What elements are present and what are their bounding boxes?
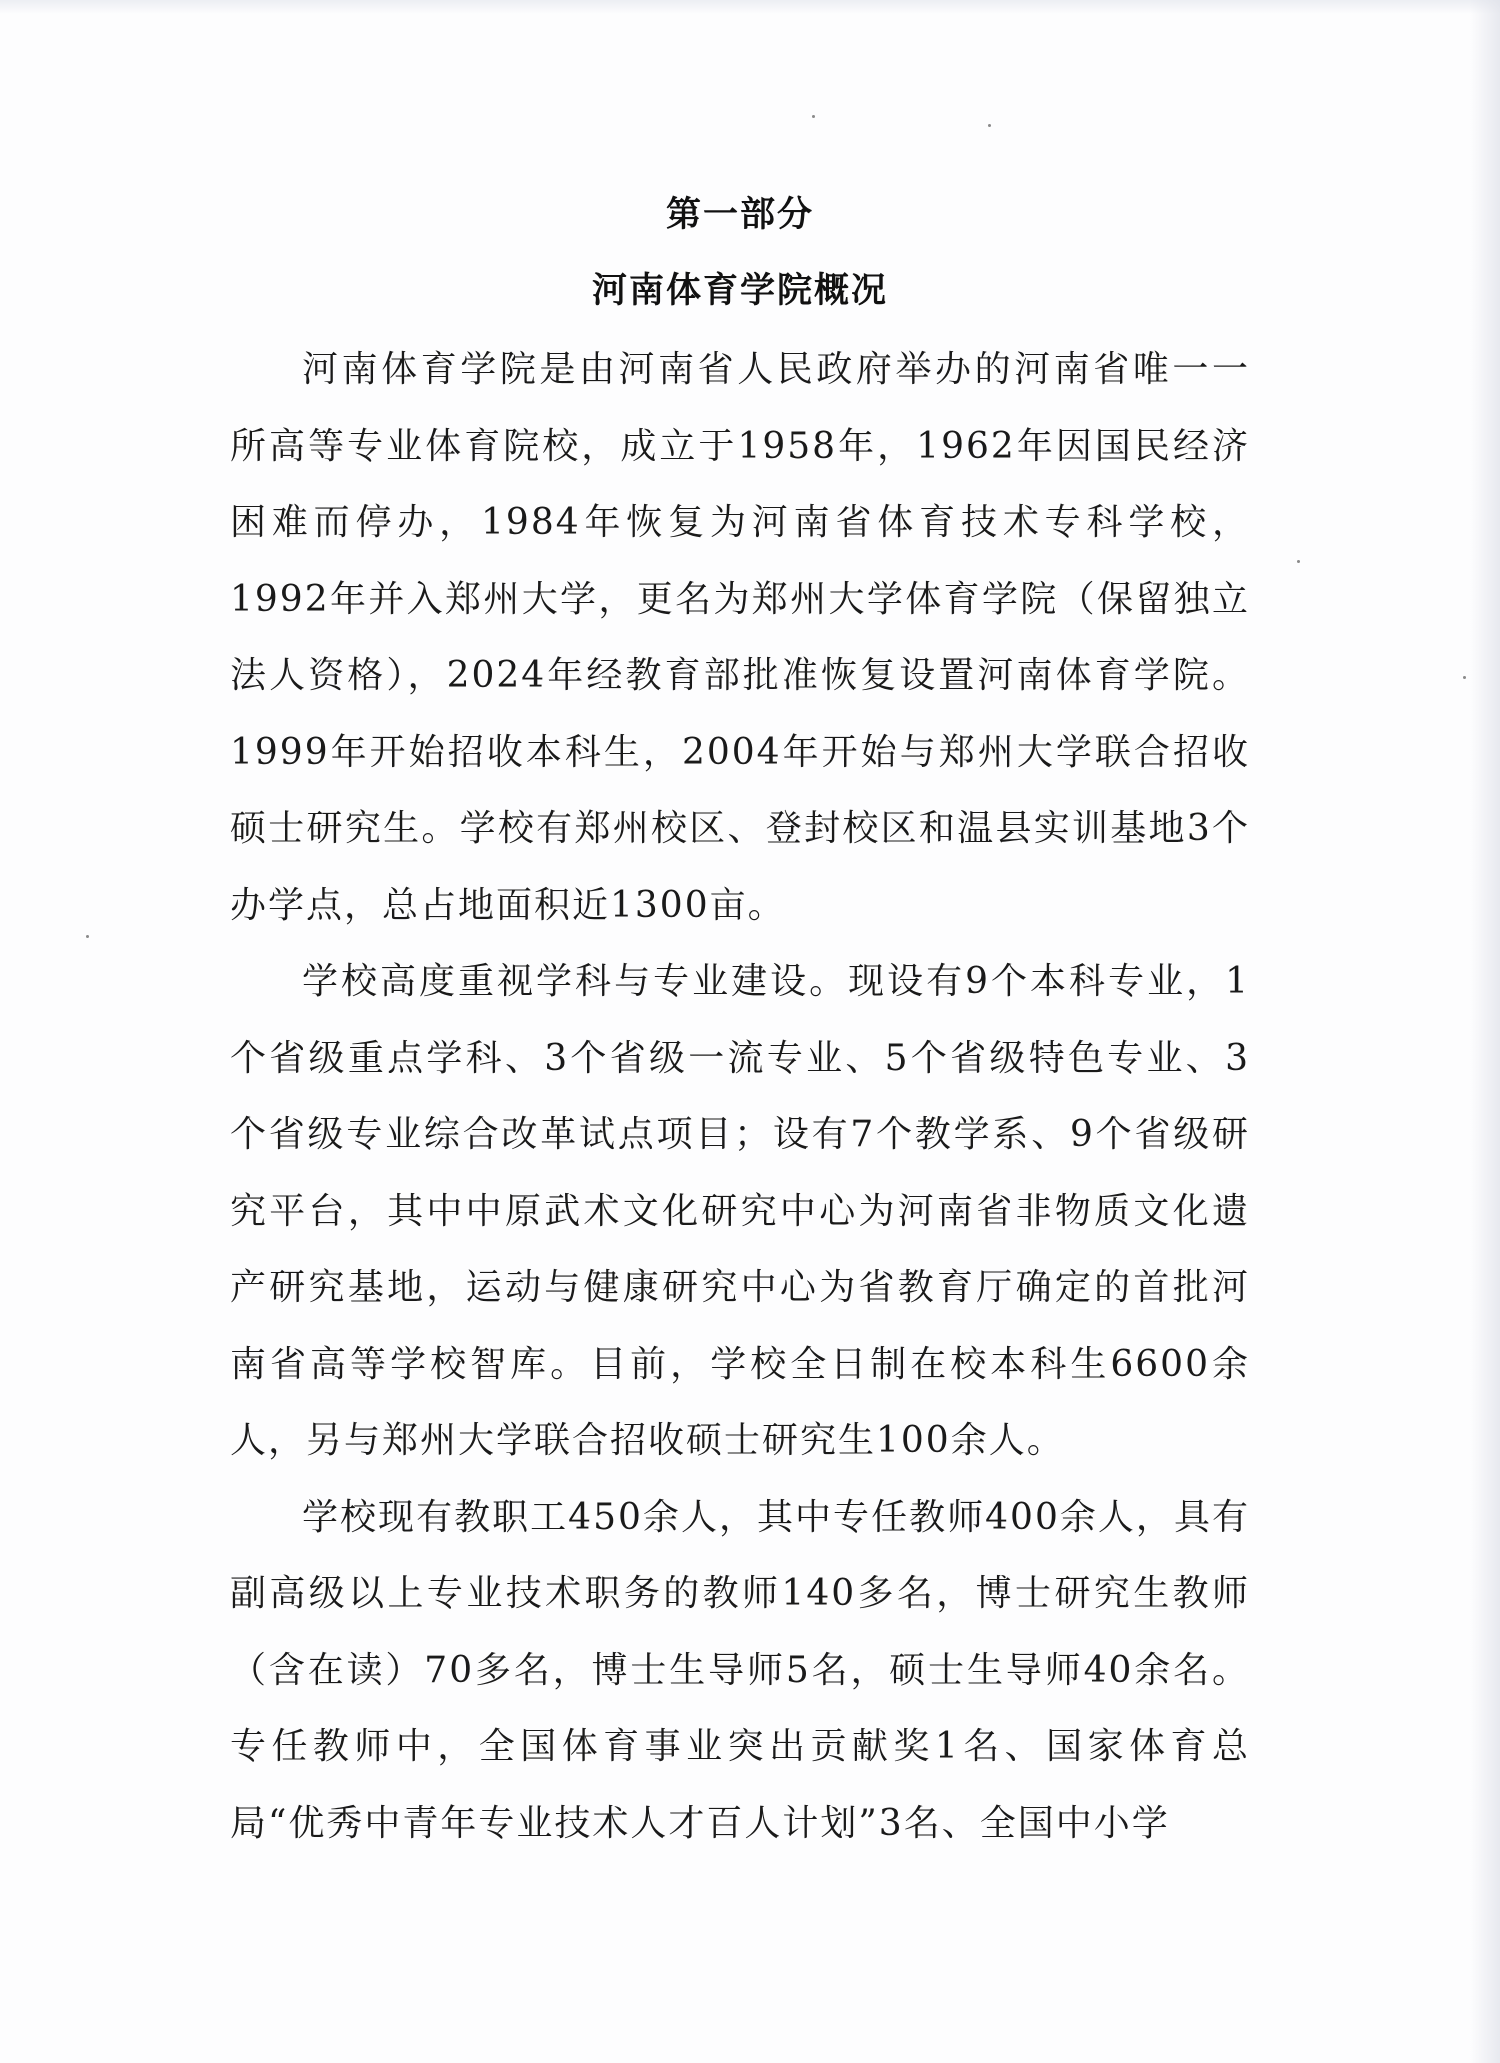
scan-speck xyxy=(1463,676,1466,679)
document-title: 河南体育学院概况 xyxy=(591,271,888,311)
paragraph-overview: 河南体育学院是由河南省人民政府举办的河南省唯一一所高等专业体育院校，成立于1958年，1962年因国民经济困难而停办，1984年恢复为河南省体育技术专科学校，1992年并入郑州大学，更名为郑州大学体育学院（保留独立法人资格），2024年经教育部批准恢复设置河南体育学院。1999年开始招收本科生，2004年开始与郑州大学联合招收硕士研究生。学校有郑州校区、登封校区和温县实训基地3个办学点，总占地面积近1300亩。 xyxy=(230,349,1250,926)
scan-speck xyxy=(988,124,991,127)
part-title: 第一部分 xyxy=(665,195,814,235)
paragraph-disciplines: 学校高度重视学科与专业建设。现设有9个本科专业，1个省级重点学科、3个省级一流专业、5个省级特色专业、3个省级专业综合改革试点项目；设有7个教学系、9个省级研究平台，其中中原武术文化研究中心为河南省非物质文化遗产研究基地，运动与健康研究中心为省教育厅确定的首批河南省高等学校智库。目前，学校全日制在校本科生6600余人，另与郑州大学联合招收硕士研究生100余人。 xyxy=(230,961,1250,1461)
scan-speck xyxy=(1297,560,1300,563)
scan-shadow-right xyxy=(1470,0,1500,2063)
scan-speck xyxy=(86,935,89,938)
scan-speck xyxy=(812,115,815,118)
scan-shadow-top xyxy=(0,0,1500,14)
document-body xyxy=(230,180,1250,1862)
paragraph-faculty: 学校现有教职工450余人，其中专任教师400余人，具有副高级以上专业技术职务的教师140多名，博士研究生教师（含在读）70多名，博士生导师5名，硕士生导师40余名。专任教师中，全国体育事业突出贡献奖1名、国家体育总局“优秀中青年专业技术人才百人计划”3名、全国中小学 xyxy=(230,1496,1250,1844)
